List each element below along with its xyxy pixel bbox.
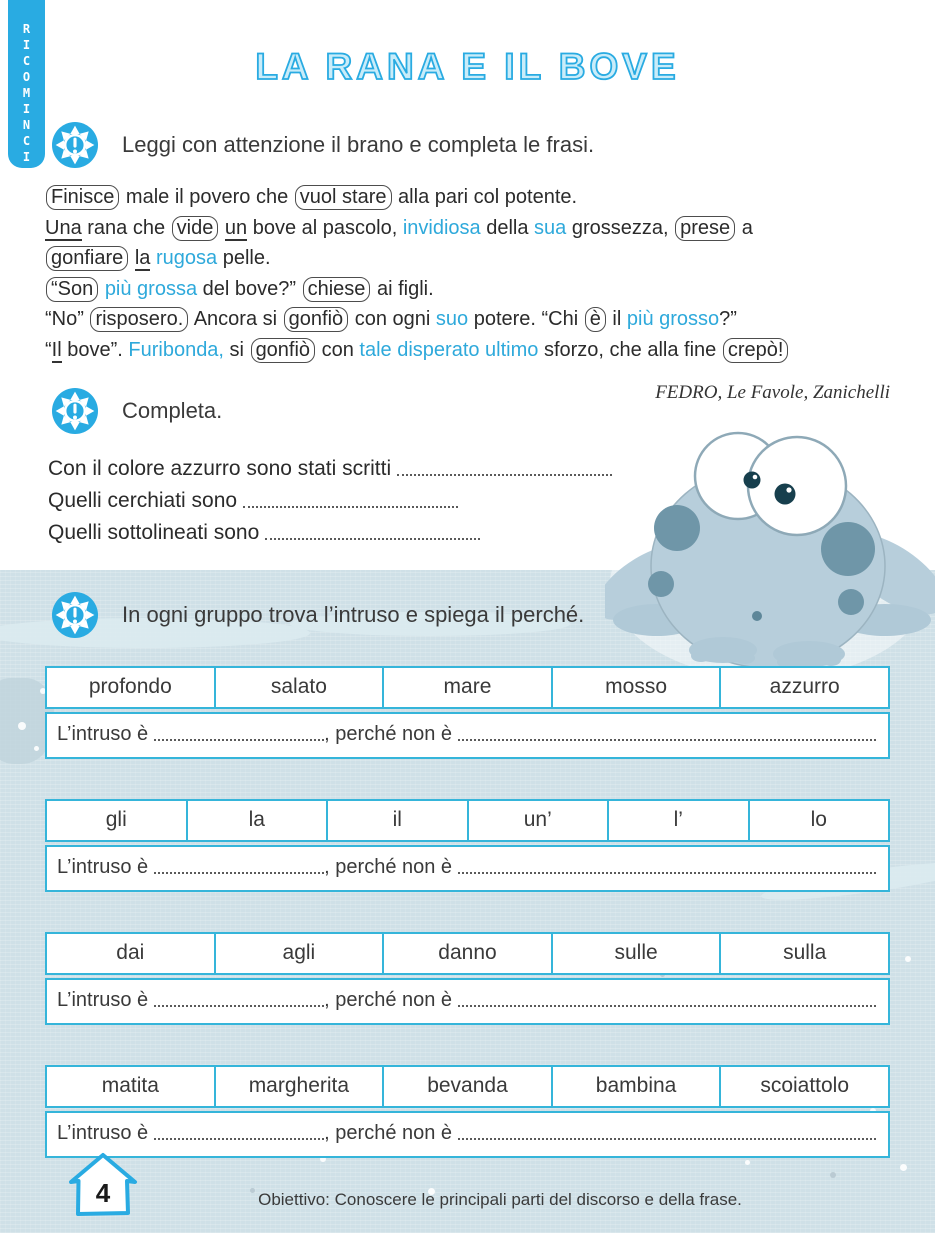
exercise1-instruction: Leggi con attenzione il brano e completa le frasi. (122, 132, 595, 157)
passage-segment-circle: vide (172, 216, 219, 241)
objective-text: Obiettivo: Conoscere le principali parti del discorso e della frase. (258, 1190, 742, 1209)
completa-label: Quelli sottolineati sono (48, 520, 260, 544)
passage-segment-plain: grossezza, (566, 216, 675, 239)
passage-segment-plain: sforzo, che alla fine (538, 338, 722, 361)
dotted-blank (397, 474, 612, 476)
dotted-blank (265, 538, 480, 540)
answer-row (45, 978, 890, 1025)
word-cell: azzurro (721, 668, 888, 707)
intruso-group (45, 1065, 890, 1158)
answer-row (45, 1111, 890, 1158)
answer-prefix: L’intruso è (57, 1122, 149, 1144)
passage-segment-circle: gonfiò (251, 338, 316, 363)
exercise3-instruction: In ogni gruppo trova l’intruso e spiega il perché. (122, 602, 585, 627)
passage-segment-plain: pelle. (217, 247, 271, 269)
word-cell: bambina (553, 1067, 722, 1106)
passage (45, 182, 893, 365)
passage-segment-plain: con ogni (349, 308, 436, 330)
passage-segment-underline: un (224, 216, 248, 239)
answer-prefix: L’intruso è (57, 856, 149, 878)
answer-prefix: L’intruso è (57, 723, 149, 745)
completa-line (48, 448, 628, 480)
passage-segment-blue: Furibonda, (128, 338, 224, 361)
word-cell: salato (216, 668, 385, 707)
passage-segment-plain: “ (45, 338, 52, 361)
passage-segment-circle: vuol stare (295, 185, 392, 210)
passage-segment-circle: gonfiò (284, 307, 349, 332)
page-number: 4 (95, 1178, 111, 1208)
answer-middle: , perché non è (324, 856, 453, 878)
passage-segment-plain: alla pari col potente. (392, 186, 578, 208)
passage-segment-circle: gonfiare (46, 246, 128, 271)
answer-row (45, 712, 890, 759)
word-cell: profondo (47, 668, 216, 707)
exercise1-header (52, 122, 594, 168)
passage-segment-circle: è (585, 307, 606, 332)
passage-segment-plain: il (606, 308, 627, 330)
passage-segment-plain: Ancora si (189, 308, 283, 330)
word-cell: mosso (553, 668, 722, 707)
passage-segment-plain: “No” (45, 308, 90, 330)
passage-segment-plain: male il povero che (120, 186, 294, 208)
completa-line (48, 480, 628, 512)
page-title: LA RANA E IL BOVE (255, 46, 680, 87)
completa-label: Quelli cerchiati sono (48, 488, 238, 512)
passage-line (45, 304, 893, 335)
passage-line (45, 182, 893, 213)
exercise2-instruction: Completa. (122, 398, 223, 423)
dotted-blank (243, 506, 458, 508)
word-cell: margherita (216, 1067, 385, 1106)
passage-segment-underline: Il (51, 338, 62, 361)
answer-middle: , perché non è (324, 1122, 453, 1144)
passage-segment-blue: più grossa (104, 277, 198, 300)
word-cell: bevanda (384, 1067, 553, 1106)
completa-lines (48, 448, 628, 544)
word-cell: la (188, 801, 329, 840)
word-cell: agli (216, 934, 385, 973)
passage-segment-circle: risposero. (90, 307, 188, 332)
word-cell: mare (384, 668, 553, 707)
passage-segment-circle: “Son (46, 277, 98, 302)
word-cell: sulle (553, 934, 722, 973)
passage-segment-underline: la (134, 247, 151, 269)
word-cell: il (328, 801, 469, 840)
word-cell: un’ (469, 801, 610, 840)
passage-segment-plain: a (736, 216, 753, 239)
passage-segment-plain: rana che (81, 216, 171, 239)
answer-prefix: L’intruso è (57, 989, 149, 1011)
exclamation-sun-icon (52, 388, 98, 434)
word-cell: gli (47, 801, 188, 840)
passage-segment-plain: del bove?” (197, 277, 302, 300)
word-cell: dai (47, 934, 216, 973)
word-cell: lo (750, 801, 889, 840)
exclamation-sun-icon (52, 122, 98, 168)
passage-segment-plain: ai figli. (371, 277, 434, 300)
word-row (45, 932, 890, 975)
passage-segment-blue: tale disperato ultimo (359, 338, 539, 361)
passage-segment-blue: rugosa (155, 247, 218, 269)
dotted-blank (458, 872, 876, 874)
passage-segment-plain: potere. “Chi (468, 308, 584, 330)
passage-segment-plain: si (224, 338, 250, 361)
answer-middle: , perché non è (324, 989, 453, 1011)
completa-label: Con il colore azzurro sono stati scritti (48, 456, 392, 480)
passage-segment-blue: più grosso (626, 308, 720, 330)
passage-segment-plain (129, 247, 135, 269)
passage-line (45, 243, 893, 274)
answer-middle: , perché non è (324, 723, 453, 745)
word-row (45, 1065, 890, 1108)
word-cell: danno (384, 934, 553, 973)
passage-line (45, 213, 893, 244)
word-cell: scoiattolo (721, 1067, 888, 1106)
word-row (45, 666, 890, 709)
intruso-group (45, 666, 890, 759)
word-cell: sulla (721, 934, 888, 973)
passage-segment-plain: bove”. (61, 338, 129, 361)
dotted-blank (154, 1138, 324, 1140)
exclamation-sun-icon (52, 592, 98, 638)
dotted-blank (458, 739, 876, 741)
intruso-group (45, 932, 890, 1025)
passage-segment-blue: invidiosa (402, 216, 481, 239)
passage-segment-circle: chiese (303, 277, 371, 302)
exercise3-header (52, 592, 584, 638)
passage-segment-plain: con (316, 338, 360, 361)
intruso-group (45, 799, 890, 892)
passage-segment-blue: suo (435, 308, 469, 330)
passage-segment-circle: prese (675, 216, 735, 241)
passage-segment-circle: crepò! (723, 338, 789, 363)
passage-segment-plain: ?” (719, 308, 737, 330)
passage-segment-underline: Una (45, 216, 82, 239)
passage-attribution: FEDRO, Le Favole, Zanichelli (655, 382, 890, 403)
word-cell: matita (47, 1067, 216, 1106)
exercise2-header (52, 388, 222, 434)
dotted-blank (458, 1138, 876, 1140)
frog-illustration (605, 424, 935, 674)
completa-line (48, 512, 628, 544)
answer-row (45, 845, 890, 892)
word-cell: l’ (609, 801, 750, 840)
dotted-blank (154, 872, 324, 874)
passage-segment-plain: bove al pascolo, (247, 216, 403, 239)
passage-segment-blue: sua (534, 216, 567, 239)
word-row (45, 799, 890, 842)
dotted-blank (154, 1005, 324, 1007)
sidebar-label: RICOMINCIO (19, 22, 34, 182)
dotted-blank (458, 1005, 876, 1007)
passage-line (45, 274, 893, 305)
intruso-groups (45, 666, 890, 1198)
dotted-blank (154, 739, 324, 741)
passage-line (45, 335, 893, 366)
passage-segment-plain: della (480, 216, 535, 239)
passage-segment-circle: Finisce (46, 185, 119, 210)
